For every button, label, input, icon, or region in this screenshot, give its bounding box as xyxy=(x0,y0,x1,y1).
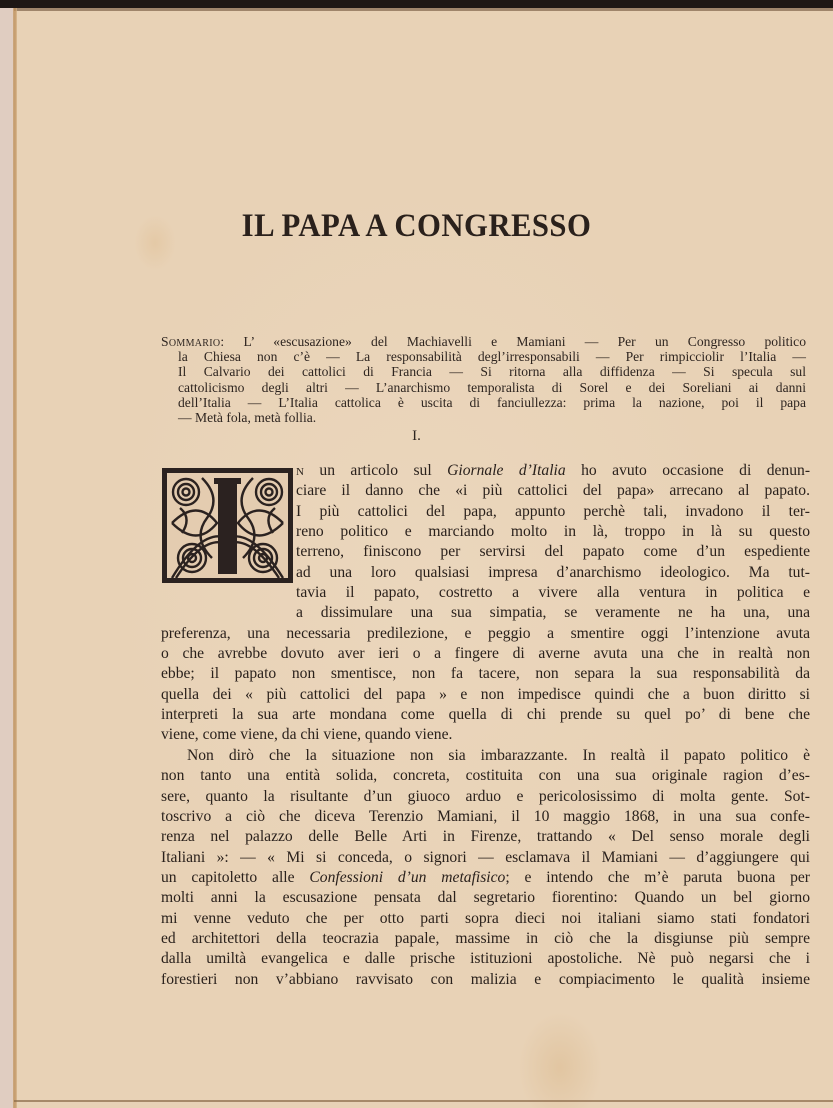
body-line: N un articolo sul Giornale d’Italia ho avuto occasione di denun- xyxy=(296,462,811,479)
body-line: molti anni la escusazione pensata dal segretario fiorentino: Quando un bel giorno xyxy=(161,889,810,907)
chapter-title: IL PAPA A CONGRESSO xyxy=(241,208,592,244)
body-line: renza nel palazzo delle Belle Arti in Firenze, trattando « Del senso morale degli xyxy=(161,828,810,846)
chapter-summary xyxy=(161,334,806,425)
body-line: ad una loro qualsiasi impresa d’anarchismo ideologico. Ma tut- xyxy=(296,563,810,581)
page-binding-strip xyxy=(0,8,14,1108)
body-line: preferenza, una necessaria predilezione, e peggio a smentire oggi l’intenzione avuta xyxy=(161,624,810,642)
summary-line: — Metà fola, metà follia. xyxy=(178,410,317,426)
summary-line: dell’Italia — L’Italia cattolica è uscita di fanciullezza: prima la nazione, poi il papa xyxy=(178,394,806,410)
newspaper-title: Giornale d’Italia xyxy=(447,462,566,479)
page-top-edge xyxy=(14,8,833,11)
body-line: o che avrebbe dovuto aver ieri o a fingere di averne avuta una che in realtà non xyxy=(161,645,810,663)
body-line: tavia il papato, costretto a vivere alla ventura in politica e xyxy=(296,584,810,602)
body-line: toscrivo a ciò che diceva Terenzio Mamiani, il 10 maggio 1868, in una sua confe- xyxy=(161,807,810,825)
body-line: a dissimulare una sua simpatia, se veramente ne ha una, una xyxy=(296,604,810,622)
body-line: mi venne veduto che per otto parti sopra dieci noi italiani siamo stati fondatori xyxy=(161,909,810,927)
section-number: I. xyxy=(412,428,421,444)
body-line: un capitoletto alle Confessioni d’un metafisico; e intendo che m’è paruta buona per xyxy=(161,868,810,886)
body-line: viene, come viene, da chi viene, quando viene. xyxy=(161,726,453,744)
body-line: Italiani »: — « Mi si conceda, o signori — esclamava il Mamiani — d’aggiungere qui xyxy=(161,848,810,866)
body-line: ciare il danno che «i più cattolici del papa» arrecano al papato. xyxy=(296,482,810,500)
body-line: Non dirò che la situazione non sia imbarazzante. In realtà il papato politico è xyxy=(187,746,810,764)
body-line: ebbe; il papato non smentisce, non fa tacere, non separa la sua responsabilità da xyxy=(161,665,810,683)
body-line: terreno, finiscono per servirsi del papato come d’un espediente xyxy=(296,543,810,561)
page-bottom-edge xyxy=(14,1100,833,1102)
body-line: I più cattolici del papa, appunto perchè tali, invadono il ter- xyxy=(296,502,810,520)
summary-line: Sommario: L’ «escusazione» del Machiavelli e Mamiani — Per un Congresso politico xyxy=(161,334,806,349)
page-left-edge xyxy=(13,8,17,1108)
summary-line: Il Calvario dei cattolici di Francia — Si ritorna alla diffidenza — Si specula sul xyxy=(178,364,806,380)
initial-rest: N xyxy=(296,466,304,478)
body-line: quella dei « più cattolici del papa » e non impedisce quindi che a buon diritto si xyxy=(161,685,810,703)
body-line: reno politico e marciando molto in là, troppo in là su questo xyxy=(296,523,810,541)
body-line: ed architettori della teocrazia papale, massime in ciò che la disgiunse più sempre xyxy=(161,929,810,947)
body-text xyxy=(161,461,810,990)
body-line: sere, quanto la risultante d’un giuoco arduo e pericolosissimo di molta gente. Sot- xyxy=(161,787,810,805)
body-line: forestieri non v’abbiano ravvisato con malizia e compiacimento le qualità insieme xyxy=(161,970,810,988)
book-title: Confessioni d’un metafisico xyxy=(309,868,506,886)
summary-label: Sommario xyxy=(161,334,221,349)
summary-line: cattolicismo degli altri — L’anarchismo temporalista di Sorel e dei Soreliani ai danni xyxy=(178,379,806,395)
summary-line: la Chiesa non c’è — La responsabilità degl’irresponsabili — Per rimpicciolir l’Italia — xyxy=(178,349,806,365)
body-line: interpreti la sua arte mondana come quella di chi prende su quel po’ di bene che xyxy=(161,706,810,724)
body-line: dalla umiltà evangelica e dalle prische istituzioni apostoliche. Nè può negarsi che i xyxy=(161,950,810,968)
body-line: non tanto una entità solida, concreta, costituita con una sua originale ragion d’es- xyxy=(161,767,810,785)
